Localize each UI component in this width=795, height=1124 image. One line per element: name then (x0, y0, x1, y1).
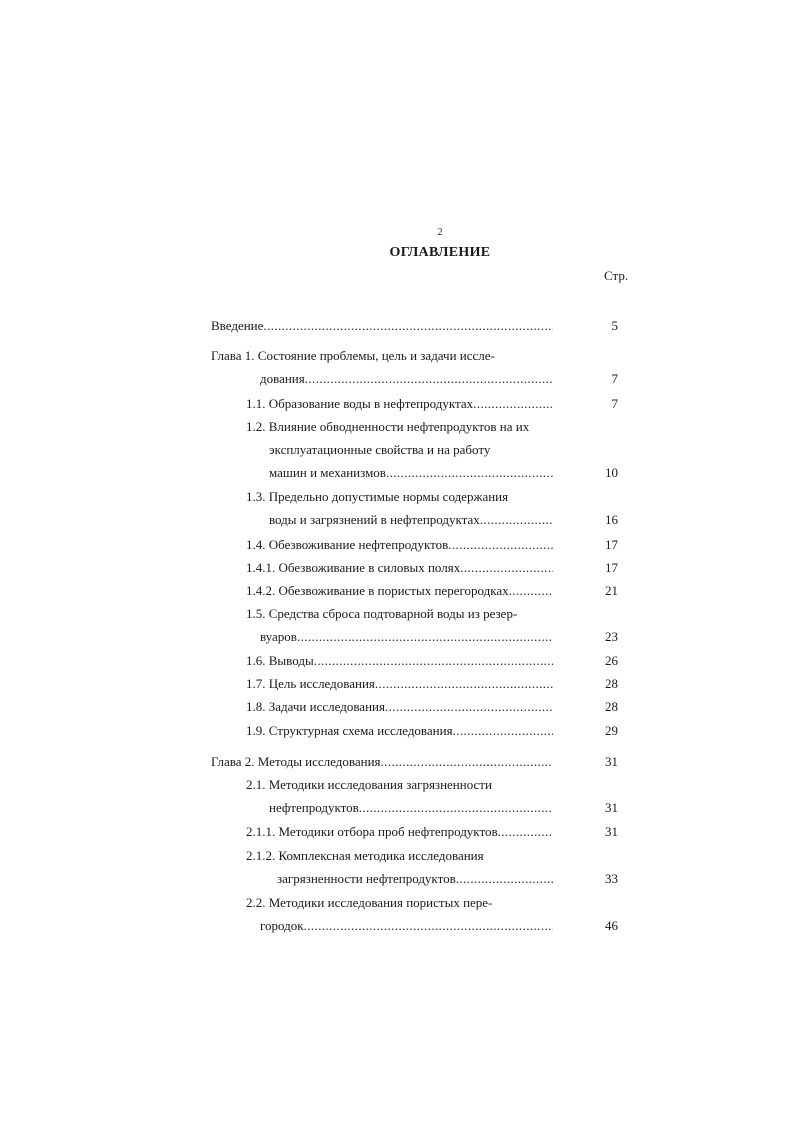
toc-line (246, 537, 553, 553)
toc-line (246, 396, 553, 412)
dot-leader (386, 465, 553, 481)
toc-page-number: 46 (605, 918, 618, 933)
toc-entry-text: 1.8. Задачи исследования (246, 699, 385, 714)
toc-entry-text: 1.4.1. Обезвоживание в силовых полях (246, 560, 461, 575)
toc-line (246, 824, 553, 840)
toc-line (211, 318, 553, 334)
toc-line (246, 419, 529, 435)
toc-entry-text: эксплуатационные свойства и на работу (269, 442, 491, 457)
toc-page-number: 7 (611, 396, 618, 411)
dot-leader (381, 754, 553, 770)
toc-line (260, 371, 553, 387)
toc-page-number: 31 (605, 754, 618, 769)
dot-leader (304, 918, 553, 934)
toc-entry-text: 2.1.1. Методики отбора проб нефтепродуктов (246, 824, 498, 839)
toc-entry-text: загрязненности нефтепродуктов (277, 871, 456, 886)
toc-entry-text: машин и механизмов (269, 465, 386, 480)
toc-entry-text: вуаров (260, 629, 297, 644)
toc-page-number: 16 (605, 512, 618, 527)
toc-line (246, 848, 484, 864)
toc-line (246, 653, 553, 669)
dot-leader (456, 871, 553, 887)
toc-line (277, 871, 553, 887)
toc-line (211, 754, 553, 770)
dot-leader (314, 653, 553, 669)
toc-entry-text: 1.6. Выводы (246, 653, 314, 668)
toc-entry-text: 2.1. Методики исследования загрязненности (246, 777, 492, 792)
toc-line (246, 560, 553, 576)
dot-leader (263, 318, 553, 334)
toc-line (246, 699, 553, 715)
toc-page-number: 31 (605, 824, 618, 839)
toc-line (246, 895, 492, 911)
toc-entry-text: 1.3. Предельно допустимые нормы содержания (246, 489, 509, 504)
dot-leader (448, 537, 553, 553)
dot-leader (509, 583, 553, 599)
toc-page-number: 10 (605, 465, 618, 480)
toc-page-number: 29 (605, 723, 618, 738)
toc-page-number: 21 (605, 583, 618, 598)
toc-line (211, 348, 495, 364)
toc-line (246, 489, 508, 505)
toc-line (269, 800, 553, 816)
dot-leader (385, 699, 553, 715)
toc-page-number: 7 (611, 371, 618, 386)
toc-entry-text: 2.2. Методики исследования пористых пере- (246, 895, 493, 910)
toc-line (246, 777, 492, 793)
toc-page-number: 31 (605, 800, 618, 815)
toc-line (269, 442, 490, 458)
dot-leader (498, 824, 553, 840)
toc-page-number: 17 (605, 560, 618, 575)
toc-page-number: 23 (605, 629, 618, 644)
dot-leader (297, 629, 553, 645)
toc-entry-text: Глава 1. Состояние проблемы, цель и задачи иссле- (211, 348, 495, 363)
dot-leader (375, 676, 553, 692)
toc-entry-text: 2.1.2. Комплексная методика исследования (246, 848, 484, 863)
toc-page-number: 5 (611, 318, 618, 333)
toc-entry-text: 1.4.2. Обезвоживание в пористых перегородках (246, 583, 509, 598)
toc-entry-text: 1.4. Обезвоживание нефтепродуктов (246, 537, 449, 552)
toc-entry-text: Введение (211, 318, 264, 333)
dot-leader (460, 560, 553, 576)
toc-line (269, 512, 553, 528)
page-column-header: Стр. (604, 268, 629, 283)
page-title: ОГЛАВЛЕНИЕ (389, 245, 491, 260)
page-number: 2 (437, 227, 443, 238)
toc-line (246, 606, 517, 622)
dot-leader (359, 800, 553, 816)
toc-entry-text: городок (260, 918, 304, 933)
dot-leader (453, 723, 553, 739)
toc-entry-text: 1.7. Цель исследования (246, 676, 375, 691)
toc-entry-text: 1.1. Образование воды в нефтепродуктах (246, 396, 474, 411)
toc-page-number: 33 (605, 871, 618, 886)
toc-entry-text: Глава 2. Методы исследования (211, 754, 381, 769)
toc-entry-text: воды и загрязнений в нефтепродуктах (269, 512, 480, 527)
dot-leader (480, 512, 553, 528)
toc-entry-text: 1.2. Влияние обводненности нефтепродуктов на их (246, 419, 530, 434)
toc-line (260, 629, 553, 645)
toc-page-number: 28 (605, 676, 618, 691)
toc-entry-text: нефтепродуктов (269, 800, 359, 815)
toc-page-number: 26 (605, 653, 618, 668)
toc-line (260, 918, 553, 934)
toc-page-number: 28 (605, 699, 618, 714)
toc-entry-text: 1.5. Средства сброса подтоварной воды из резер- (246, 606, 518, 621)
toc-entry-text: дования (260, 371, 305, 386)
toc-line (246, 676, 553, 692)
dot-leader (473, 396, 553, 412)
dot-leader (305, 371, 553, 387)
toc-line (246, 723, 553, 739)
toc-page-number: 17 (605, 537, 618, 552)
toc-line (246, 583, 553, 599)
toc-entry-text: 1.9. Структурная схема исследования (246, 723, 453, 738)
toc-line (269, 465, 553, 481)
